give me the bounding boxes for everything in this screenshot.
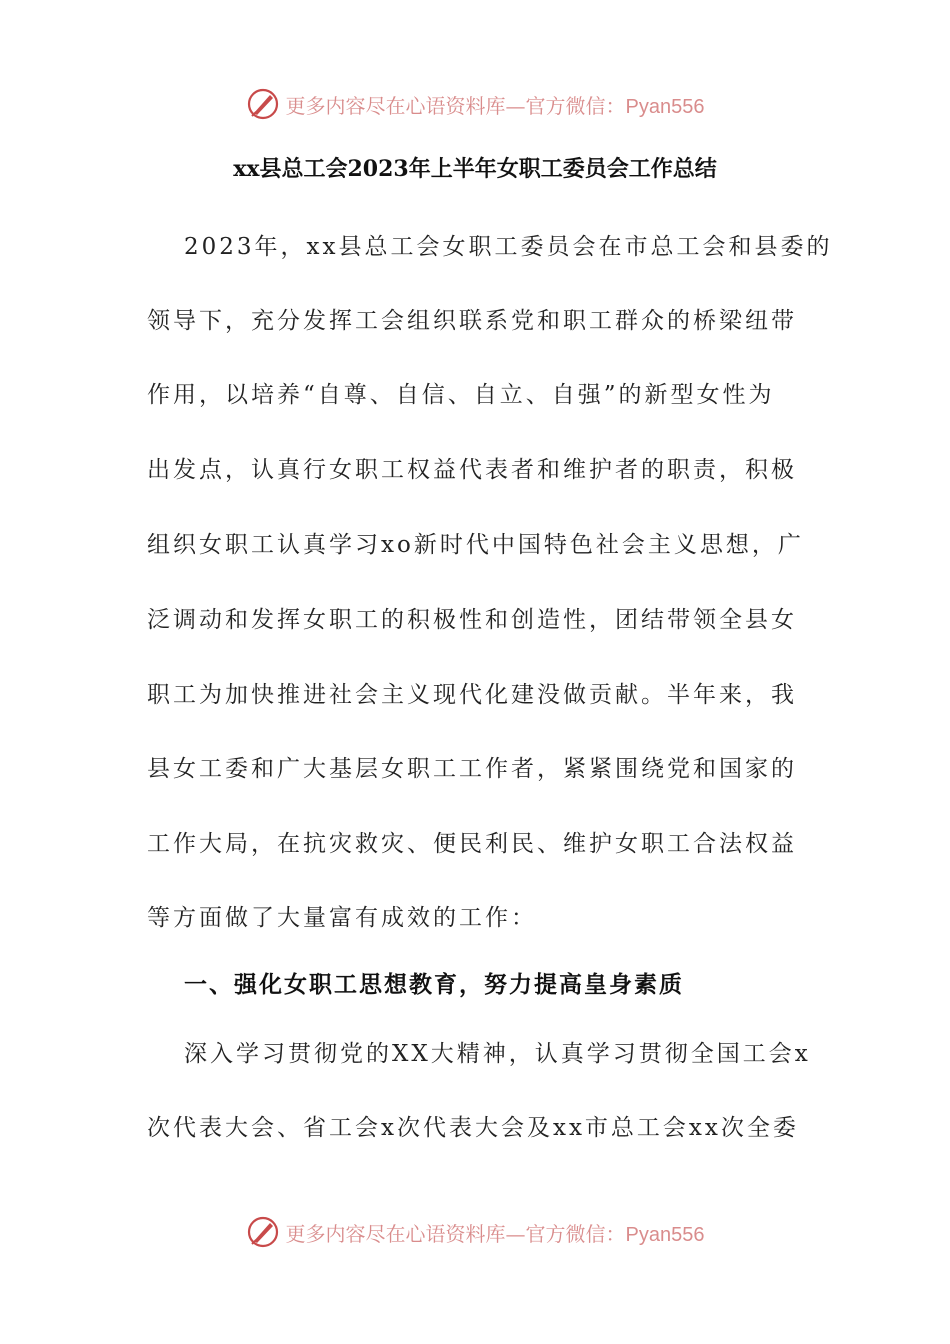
paragraph-line: 泛调动和发挥女职工的积极性和创造性，团结带领全县女 [147,607,797,633]
section-heading: 一、强化女职工思想教育，努力提高皇身素质 [184,971,684,998]
header-banner [0,84,950,124]
banner-wechat-id: Pyan556 [625,1223,705,1246]
paragraph-line: 领导下，充分发挥工会组织联系党和职工群众的桥梁纽带 [147,308,797,334]
paragraph-line: 职工为加快推进社会主义现代化建没做贡献。半年来，我 [147,682,797,708]
footer-banner [0,1212,950,1252]
paragraph-line: 工作大局，在抗灾救灾、便民利民、维护女职工合法权益 [147,831,797,857]
paragraph-line: 县女工委和广大基层女职工工作者，紧紧围绕党和国家的 [147,756,797,782]
banner-label: 更多内容尽在心语资料库—官方微信： [285,93,626,118]
banner-label: 更多内容尽在心语资料库—官方微信： [285,1221,626,1246]
paragraph-line: 深入学习贯彻党的XX大精神，认真学习贯彻全国工会x [184,1041,811,1067]
paragraph-line: 2023年，xx县总工会女职工委员会在市总工会和县委的 [184,234,833,260]
paragraph-line: 作用，以培养“自尊、自信、自立、自强”的新型女性为 [147,382,775,408]
banner-text [286,1218,705,1247]
paragraph-line: 出发点，认真行女职工权益代表者和维护者的职责，积极 [147,457,797,483]
banner-text [286,90,705,119]
document-title: xx县总工会2023年上半年女职工委员会工作总结 [233,156,717,182]
paragraph-line: 等方面做了大量富有成效的工作： [147,905,537,931]
quill-logo-icon [246,1215,280,1249]
paragraph-line: 组织女职工认真学习xo新时代中国特色社会主义思想，广 [147,532,804,558]
banner-wechat-id: Pyan556 [625,95,705,118]
quill-logo-icon [246,87,280,121]
paragraph-line: 次代表大会、省工会x次代表大会及xx市总工会xx次全委 [147,1115,799,1141]
